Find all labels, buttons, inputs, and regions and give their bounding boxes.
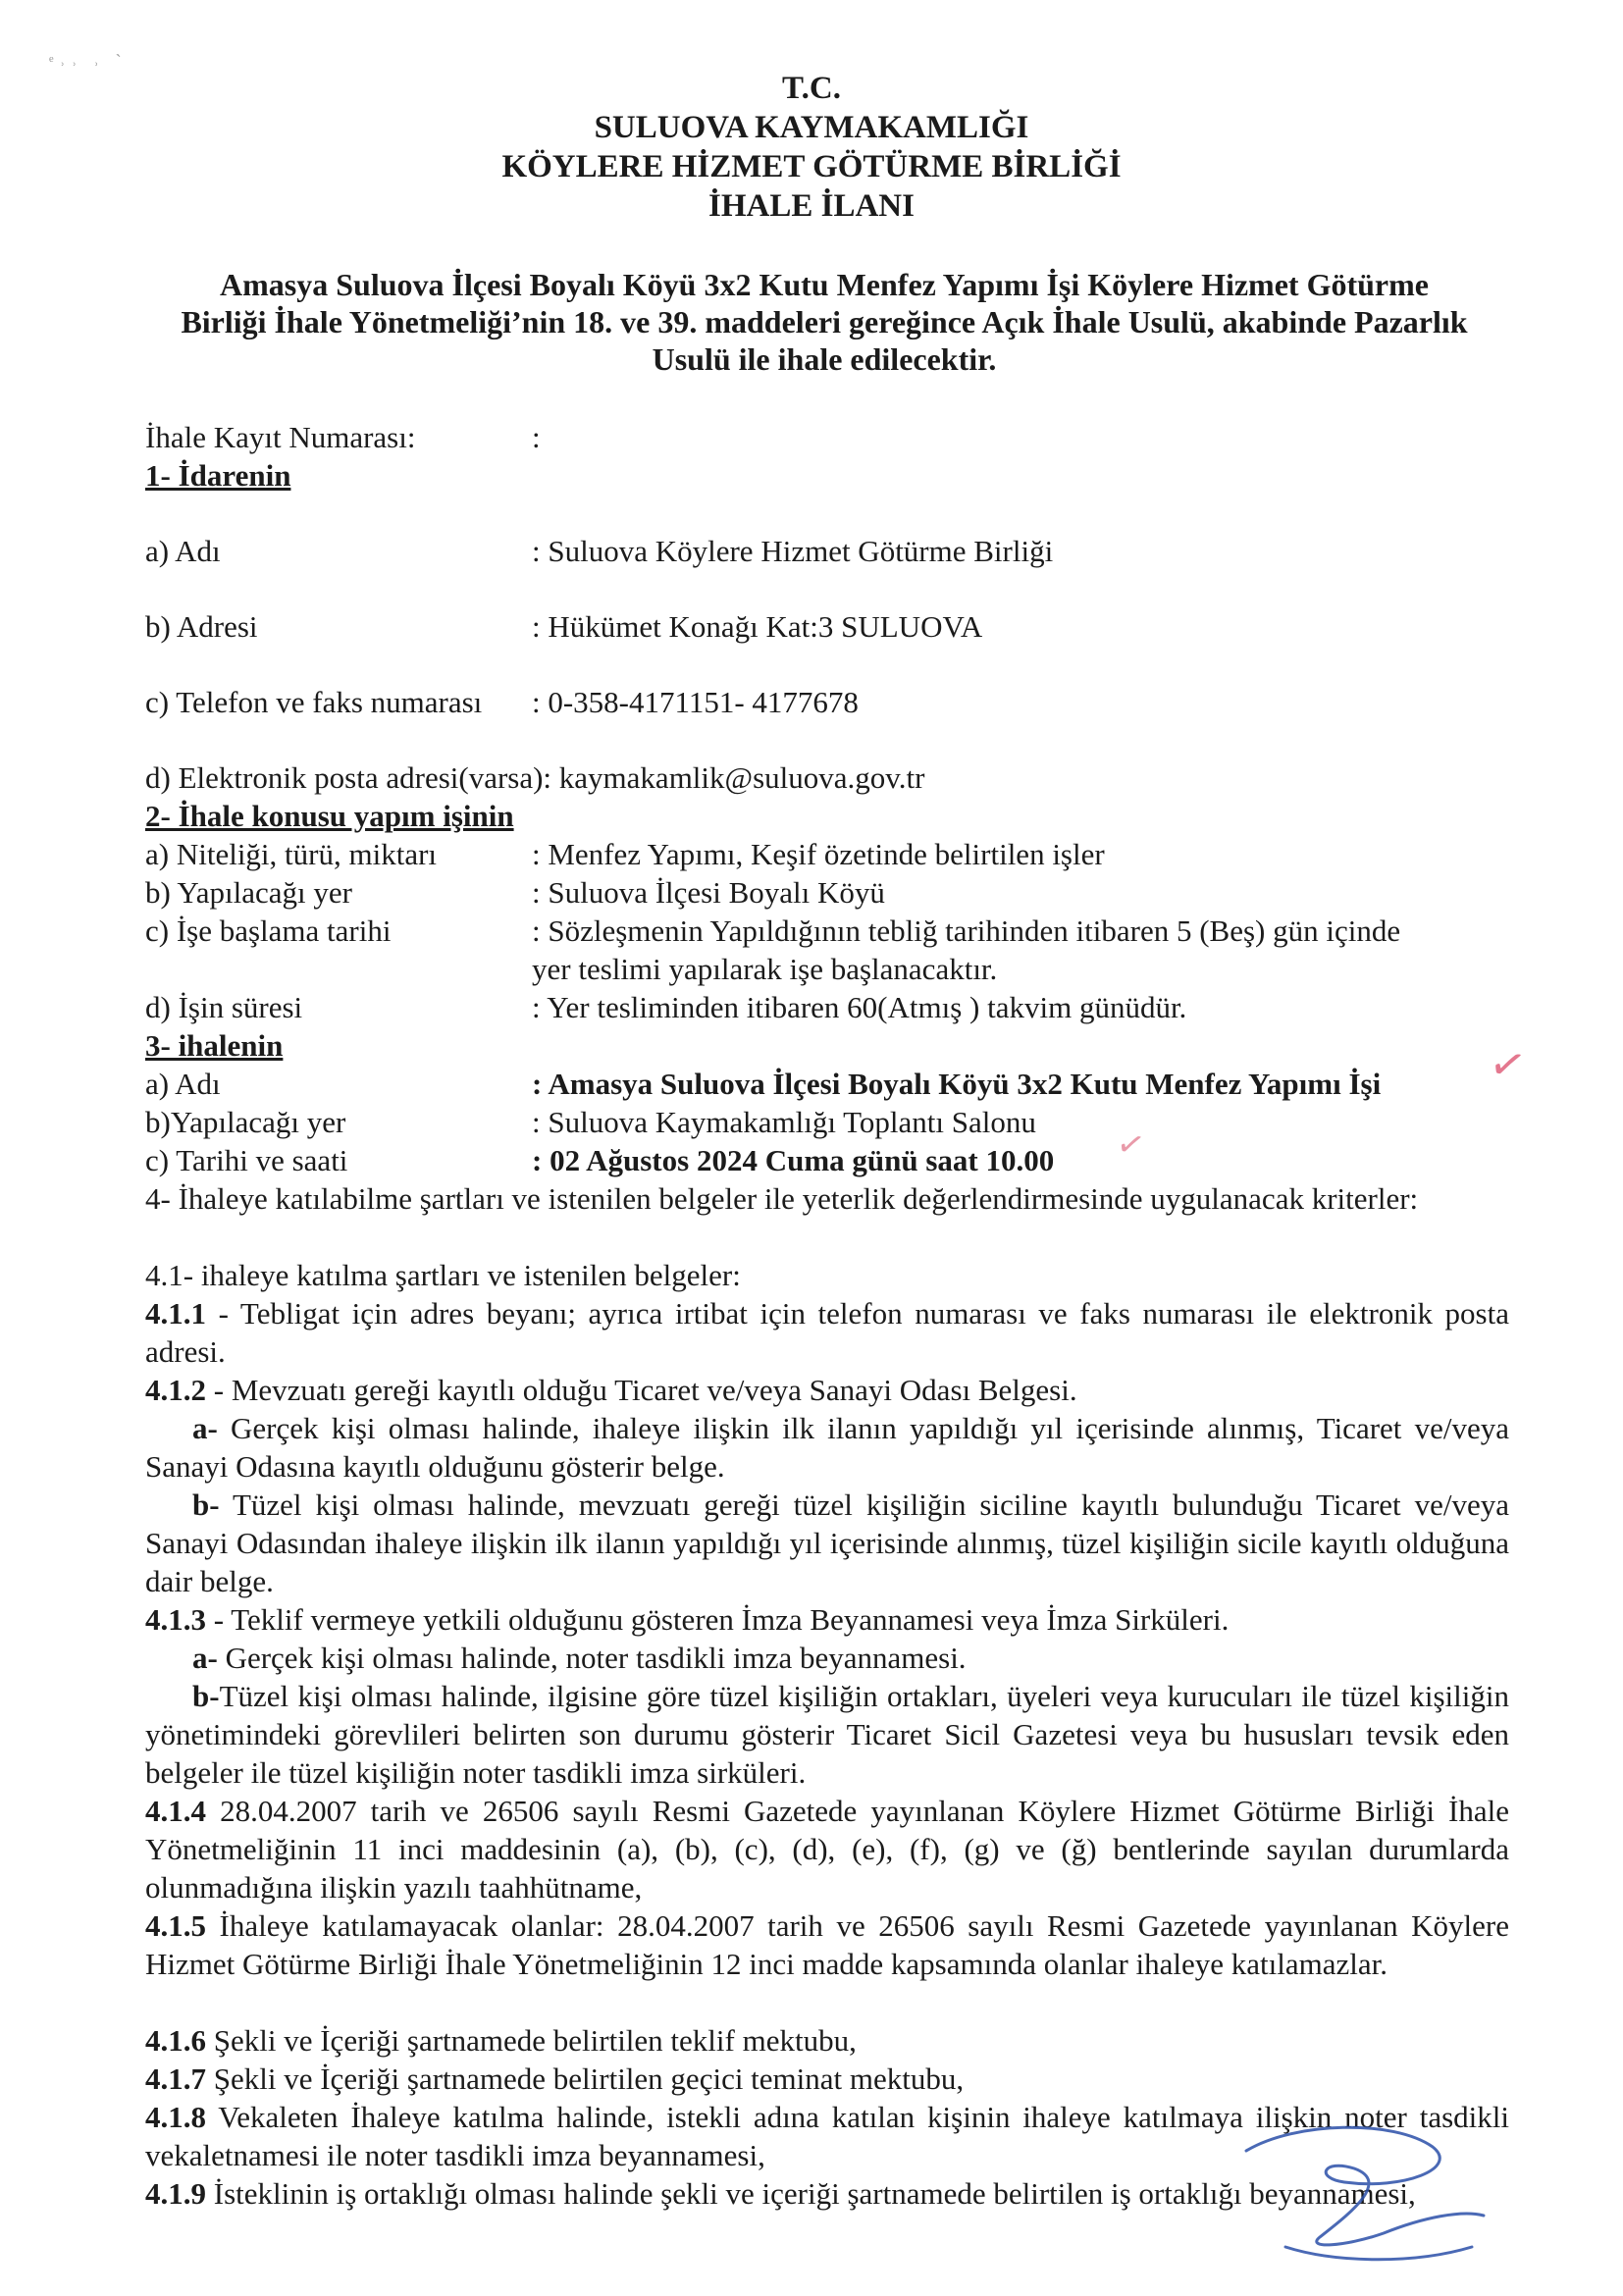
item-letter: a-: [192, 1411, 218, 1445]
section-2-title: 2- İhale konusu yapım işinin: [145, 799, 514, 833]
item-text: İhaleye katılamayacak olanlar: 28.04.2007 tarih ve 26506 sayılı Resmi Gazetede yayınlanan Köylere Hizmet Götürme Birliği İhale Yönetmeliğinin 12 inci madde kapsamında olanlar ihaleye katılamazlar.: [145, 1908, 1509, 1981]
s1-d-line: d) Elektronik posta adresi(varsa): kaymakamlik@suluova.gov.tr: [145, 760, 925, 795]
intro-line-2: Birliği İhale Yönetmeliği’nin 18. ve 39. maddeleri gereğince Açık İhale Usulü, akabinde Pazarlık: [181, 304, 1468, 339]
item-letter: b-: [192, 1679, 220, 1713]
item-4-1-1: [145, 1294, 1509, 1371]
header-ihale-ilani: İHALE İLANI: [708, 188, 915, 224]
item-text: Gerçek kişi olması halinde, ihaleye ilişkin ilk ilanın yapıldığı yıl içerisinde alınmış, Ticaret ve/veya Sanayi Odasına kayıtlı olduğunu gösterir belge.: [145, 1411, 1509, 1484]
s2-b-value: : Suluova İlçesi Boyalı Köyü: [532, 875, 885, 910]
checkmark-icon: ✓: [1485, 1037, 1531, 1093]
s3-a-label: a) Adı: [145, 1067, 221, 1101]
item-text: Şekli ve İçeriği şartnamede belirtilen geçici teminat mektubu,: [206, 2061, 965, 2096]
section-4-1-sub: 4.1- ihaleye katılma şartları ve istenilen belgeler:: [145, 1258, 741, 1292]
item-text: - Teklif vermeye yetkili olduğunu gösteren İmza Beyannamesi veya İmza Sirküleri.: [206, 1602, 1230, 1637]
item-4-1-3: [145, 1600, 1509, 1639]
item-text: Şekli ve İçeriği şartnamede belirtilen teklif mektubu,: [206, 2023, 857, 2058]
item-text: Vekaleten İhaleye katılma halinde, istekli adına katılan kişinin ihaleye katılmaya ilişkin noter tasdikli vekaletnamesi ile noter tasdikli imza beyannamesi,: [145, 2100, 1509, 2172]
item-text: - Tebligat için adres beyanı; ayrıca irtibat için telefon numarası ve faks numarası ile elektronik posta adresi.: [145, 1296, 1509, 1369]
item-number: 4.1.3: [145, 1602, 206, 1637]
s1-a-value: : Suluova Köylere Hizmet Götürme Birliği: [532, 534, 1054, 568]
item-text: 28.04.2007 tarih ve 26506 sayılı Resmi Gazetede yayınlanan Köylere Hizmet Götürme Birliği İhale Yönetmeliğinin 11 inci maddesinin (a), (b), (c), (d), (e), (f), (g) ve (ğ) bentlerinde sayılan durumlarda olunmadığına ilişkin yazılı taahhütname,: [145, 1794, 1509, 1905]
kayit-label: İhale Kayıt Numarası:: [145, 420, 416, 454]
section-4-heading: 4- İhaleye katılabilme şartları ve istenilen belgeler ile yeterlik değerlendirmesinde uygulanacak kriterler:: [145, 1181, 1419, 1216]
kayit-value: :: [532, 420, 541, 454]
item-letter: a-: [192, 1641, 218, 1675]
item-4-1-7: [145, 2060, 1509, 2098]
s3-b-label: b)Yapılacağı yer: [145, 1105, 346, 1139]
s2-d-value: : Yer tesliminden itibaren 60(Atmış ) takvim günüdür.: [532, 990, 1187, 1024]
item-4-1-2: [145, 1371, 1509, 1409]
section-1-title: 1- İdarenin: [145, 458, 291, 493]
item-text: İsteklinin iş ortaklığı olması halinde şekli ve içeriği şartnamede belirtilen iş ortaklığı beyannamesi,: [206, 2176, 1416, 2211]
item-4-1-2-a: [145, 1409, 1509, 1486]
s2-d-label: d) İşin süresi: [145, 990, 303, 1024]
s1-b-value: : Hükümet Konağı Kat:3 SULUOVA: [532, 609, 983, 644]
item-text: Tüzel kişi olması halinde, ilgisine göre tüzel kişiliğin ortakları, üyeleri veya kurucuları ile tüzel kişiliğin yönetimindeki görevlileri belirten son durumu gösterir Ticaret Sicil Gazetesi veya bu hususları tevsik eden belgeler ile tüzel kişiliğin noter tasdikli imza sirküleri.: [145, 1679, 1509, 1790]
s2-c-value-1: : Sözleşmenin Yapıldığının tebliğ tarihinden itibaren 5 (Beş) gün içinde: [532, 913, 1401, 948]
s1-c-label: c) Telefon ve faks numarası: [145, 685, 483, 719]
s2-c-value-2: yer teslimi yapılarak işe başlanacaktır.: [532, 952, 998, 986]
section-3-title: 3- ihalenin: [145, 1028, 284, 1063]
s2-b-label: b) Yapılacağı yer: [145, 875, 352, 910]
item-4-1-3-b: [145, 1677, 1509, 1792]
item-text: Tüzel kişi olması halinde, mevzuatı gereği tüzel kişiliğin siciline kayıtlı bulunduğu Ticaret ve/veya Sanayi Odasından ihaleye ilişkin ilk ilanın yapıldığı yıl içerisinde alınmış, tüzel kişiliğin sicile kayıtlı olduğuna dair belge.: [145, 1487, 1509, 1598]
s2-a-value: : Menfez Yapımı, Keşif özetinde belirtilen işler: [532, 837, 1105, 871]
item-4-1-4: [145, 1792, 1509, 1906]
item-4-1-6: [145, 2021, 1509, 2060]
header-kaymakamlik: SULUOVA KAYMAKAMLIĞI: [594, 110, 1029, 145]
checkmark-icon: ✓: [1113, 1124, 1149, 1167]
item-text: - Mevzuatı gereği kayıtlı olduğu Ticaret ve/veya Sanayi Odası Belgesi.: [206, 1373, 1077, 1407]
s2-a-label: a) Niteliği, türü, miktarı: [145, 837, 438, 871]
s3-c-value: : 02 Ağustos 2024 Cuma günü saat 10.00: [532, 1143, 1055, 1177]
item-4-1-3-a: [145, 1639, 1509, 1677]
item-number: 4.1.7: [145, 2061, 206, 2096]
intro-line-1: Amasya Suluova İlçesi Boyalı Köyü 3x2 Kutu Menfez Yapımı İşi Köylere Hizmet Götürme: [220, 267, 1429, 302]
header-birlik: KÖYLERE HİZMET GÖTÜRME BİRLİĞİ: [501, 149, 1122, 184]
item-4-1-5: [145, 1906, 1509, 1983]
item-number: 4.1.6: [145, 2023, 206, 2058]
s3-c-label: c) Tarihi ve saati: [145, 1143, 348, 1177]
item-number: 4.1.2: [145, 1373, 206, 1407]
item-number: 4.1.8: [145, 2100, 206, 2134]
item-text: Gerçek kişi olması halinde, noter tasdikli imza beyannamesi.: [217, 1641, 967, 1675]
item-4-1-2-b: [145, 1486, 1509, 1600]
s1-a-label: a) Adı: [145, 534, 221, 568]
item-number: 4.1.9: [145, 2176, 206, 2211]
item-number: 4.1.1: [145, 1296, 206, 1331]
scan-marks: ᵉ˒˒ ˒ ˋ: [49, 51, 128, 71]
intro-line-3: Usulü ile ihale edilecektir.: [652, 341, 997, 377]
header-tc: T.C.: [782, 71, 841, 106]
item-number: 4.1.5: [145, 1908, 206, 1943]
item-number: 4.1.4: [145, 1794, 206, 1828]
s1-b-label: b) Adresi: [145, 609, 258, 644]
s3-b-value: : Suluova Kaymakamlığı Toplantı Salonu: [532, 1105, 1036, 1139]
s2-c-label: c) İşe başlama tarihi: [145, 913, 392, 948]
s3-a-value: : Amasya Suluova İlçesi Boyalı Köyü 3x2 Kutu Menfez Yapımı İşi: [532, 1067, 1382, 1101]
item-letter: b-: [192, 1487, 220, 1522]
s1-c-value: : 0-358-4171151- 4177678: [532, 685, 859, 719]
signature-mark: [1227, 2100, 1521, 2286]
